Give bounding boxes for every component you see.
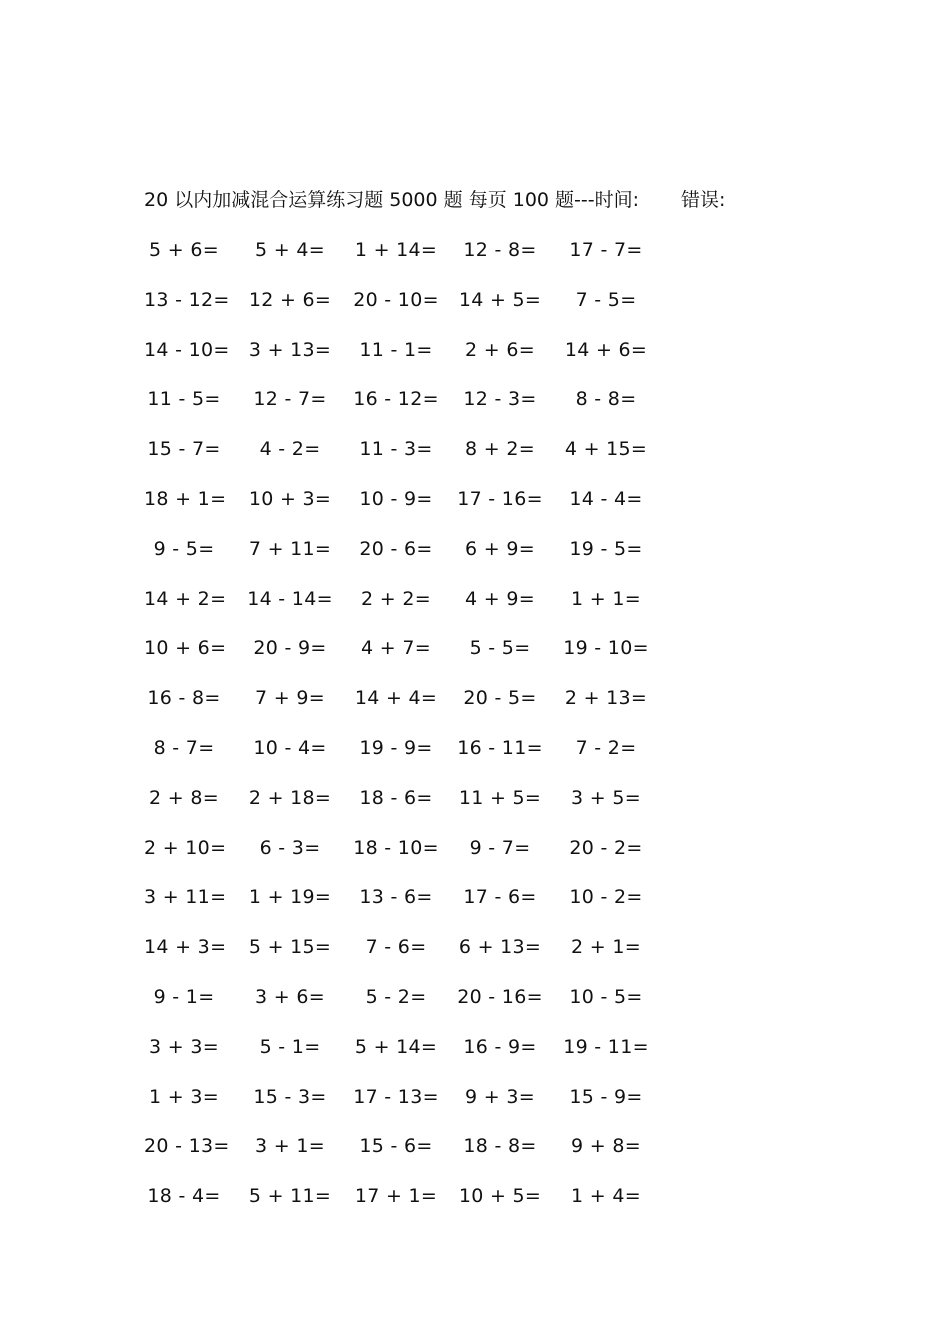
problem-cell: 6 + 13=	[458, 936, 542, 959]
problem-cell: 9 - 5=	[153, 537, 215, 560]
problem-cell: 10 - 2=	[569, 886, 643, 909]
problem-cell: 10 + 3=	[248, 487, 332, 510]
problem-cell: 15 - 3=	[253, 1085, 327, 1108]
problem-cell: 18 - 6=	[359, 786, 433, 809]
problem-row	[144, 834, 664, 884]
problem-cell: 10 - 5=	[569, 985, 643, 1008]
problem-cell: 5 + 6=	[149, 239, 219, 261]
problem-cell: 9 - 7=	[469, 836, 531, 859]
problem-cell: 20 - 16=	[457, 985, 543, 1008]
problem-cell: 17 - 7=	[569, 239, 643, 261]
problem-row	[144, 485, 664, 535]
time-label: 时间:	[594, 189, 640, 211]
problem-cell: 9 - 1=	[153, 985, 215, 1008]
problem-cell: 15 - 6=	[359, 1135, 433, 1158]
problem-cell: 10 - 9=	[359, 487, 433, 510]
problem-cell: 8 + 2=	[465, 438, 535, 461]
problem-cell: 3 + 13=	[248, 338, 332, 361]
problem-cell: 11 + 5=	[458, 786, 542, 809]
problem-row	[144, 385, 664, 435]
problem-cell: 18 - 8=	[463, 1135, 537, 1158]
problem-row	[144, 734, 664, 784]
problem-cell: 9 + 8=	[571, 1135, 641, 1158]
problem-cell: 11 - 1=	[359, 338, 433, 361]
problem-row	[144, 435, 664, 485]
problem-cell: 2 + 10=	[144, 836, 227, 859]
problem-cell: 11 - 5=	[147, 388, 221, 411]
problem-cell: 2 + 2=	[361, 587, 431, 610]
problem-row	[144, 1182, 664, 1232]
problem-cell: 2 + 13=	[564, 687, 648, 710]
problem-cell: 8 - 7=	[153, 736, 215, 759]
problem-cell: 12 - 8=	[463, 239, 537, 261]
problem-cell: 20 - 10=	[353, 288, 439, 311]
problem-cell: 18 - 10=	[353, 836, 439, 859]
problem-row	[144, 983, 664, 1033]
problem-cell: 17 - 16=	[457, 487, 543, 510]
problem-row	[144, 784, 664, 834]
problem-cell: 20 - 6=	[359, 537, 433, 560]
worksheet-title: 20 以内加减混合运算练习题 5000 题 每页 100 题---	[144, 189, 595, 211]
problem-cell: 3 + 6=	[255, 985, 325, 1008]
error-label: 错误:	[681, 189, 726, 211]
problem-cell: 20 - 9=	[253, 637, 327, 660]
problem-cell: 14 + 4=	[354, 687, 438, 710]
problem-cell: 7 + 11=	[248, 537, 332, 560]
problem-cell: 14 - 4=	[569, 487, 643, 510]
worksheet-header	[144, 186, 725, 214]
problem-cell: 16 - 11=	[457, 736, 543, 759]
problem-cell: 3 + 1=	[255, 1135, 325, 1158]
problem-cell: 19 - 10=	[563, 637, 649, 660]
problem-row	[144, 883, 664, 933]
problem-cell: 7 - 6=	[365, 936, 427, 959]
problem-cell: 10 + 6=	[144, 637, 227, 660]
problem-cell: 6 + 9=	[465, 537, 535, 560]
problem-cell: 7 - 5=	[575, 288, 637, 311]
problem-cell: 4 + 7=	[361, 637, 431, 660]
problem-cell: 17 + 1=	[354, 1185, 438, 1208]
problem-cell: 18 + 1=	[144, 487, 227, 510]
problem-cell: 5 - 5=	[469, 637, 531, 660]
problem-cell: 5 + 14=	[354, 1035, 438, 1058]
problem-row	[144, 634, 664, 684]
problem-cell: 5 + 15=	[248, 936, 332, 959]
problem-cell: 15 - 7=	[147, 438, 221, 461]
problem-cell: 17 - 13=	[353, 1085, 439, 1108]
problem-cell: 14 + 3=	[144, 936, 227, 959]
problem-cell: 1 + 1=	[571, 587, 641, 610]
problem-row	[144, 1033, 664, 1083]
problem-row	[144, 535, 664, 585]
problem-cell: 18 - 4=	[147, 1185, 221, 1208]
problem-cell: 11 - 3=	[359, 438, 433, 461]
problem-cell: 19 - 11=	[563, 1035, 649, 1058]
problem-cell: 15 - 9=	[569, 1085, 643, 1108]
problem-cell: 17 - 6=	[463, 886, 537, 909]
problem-cell: 8 - 8=	[575, 388, 637, 411]
problem-cell: 20 - 5=	[463, 687, 537, 710]
problem-cell: 4 - 2=	[259, 438, 321, 461]
problem-cell: 19 - 5=	[569, 537, 643, 560]
problem-cell: 3 + 5=	[571, 786, 641, 809]
problem-row	[144, 684, 664, 734]
problem-grid	[144, 236, 664, 1232]
problem-cell: 13 - 12=	[144, 288, 230, 311]
problem-cell: 2 + 6=	[465, 338, 535, 361]
problem-cell: 10 - 4=	[253, 736, 327, 759]
problem-cell: 10 + 5=	[458, 1185, 542, 1208]
problem-cell: 3 + 3=	[149, 1035, 219, 1058]
problem-row	[144, 933, 664, 983]
problem-cell: 5 - 2=	[365, 985, 427, 1008]
problem-cell: 12 - 7=	[253, 388, 327, 411]
problem-cell: 2 + 8=	[149, 786, 219, 809]
problem-cell: 2 + 18=	[248, 786, 332, 809]
problem-cell: 5 + 4=	[255, 239, 325, 261]
problem-cell: 6 - 3=	[259, 836, 321, 859]
problem-cell: 14 + 5=	[458, 288, 542, 311]
problem-cell: 16 - 12=	[353, 388, 439, 411]
problem-row	[144, 1083, 664, 1133]
problem-cell: 5 + 11=	[248, 1185, 332, 1208]
problem-cell: 5 - 1=	[259, 1035, 321, 1058]
problem-cell: 16 - 9=	[463, 1035, 537, 1058]
problem-cell: 20 - 2=	[569, 836, 643, 859]
problem-cell: 3 + 11=	[144, 886, 227, 909]
problem-row	[144, 236, 664, 286]
problem-cell: 12 - 3=	[463, 388, 537, 411]
problem-cell: 7 - 2=	[575, 736, 637, 759]
problem-cell: 19 - 9=	[359, 736, 433, 759]
problem-cell: 1 + 19=	[248, 886, 332, 909]
problem-cell: 1 + 4=	[571, 1185, 641, 1208]
problem-cell: 13 - 6=	[359, 886, 433, 909]
problem-cell: 14 - 14=	[247, 587, 333, 610]
problem-cell: 14 + 6=	[564, 338, 648, 361]
problem-row	[144, 1132, 664, 1182]
problem-cell: 7 + 9=	[255, 687, 325, 710]
problem-cell: 2 + 1=	[571, 936, 641, 959]
problem-cell: 14 + 2=	[144, 587, 227, 610]
problem-cell: 14 - 10=	[144, 338, 230, 361]
problem-row	[144, 336, 664, 386]
problem-cell: 1 + 14=	[354, 239, 438, 261]
problem-row	[144, 286, 664, 336]
problem-cell: 9 + 3=	[465, 1085, 535, 1108]
problem-row	[144, 585, 664, 635]
problem-cell: 4 + 9=	[465, 587, 535, 610]
problem-cell: 4 + 15=	[564, 438, 648, 461]
problem-cell: 20 - 13=	[144, 1135, 230, 1158]
problem-cell: 1 + 3=	[149, 1085, 219, 1108]
problem-cell: 12 + 6=	[248, 288, 332, 311]
problem-cell: 16 - 8=	[147, 687, 221, 710]
